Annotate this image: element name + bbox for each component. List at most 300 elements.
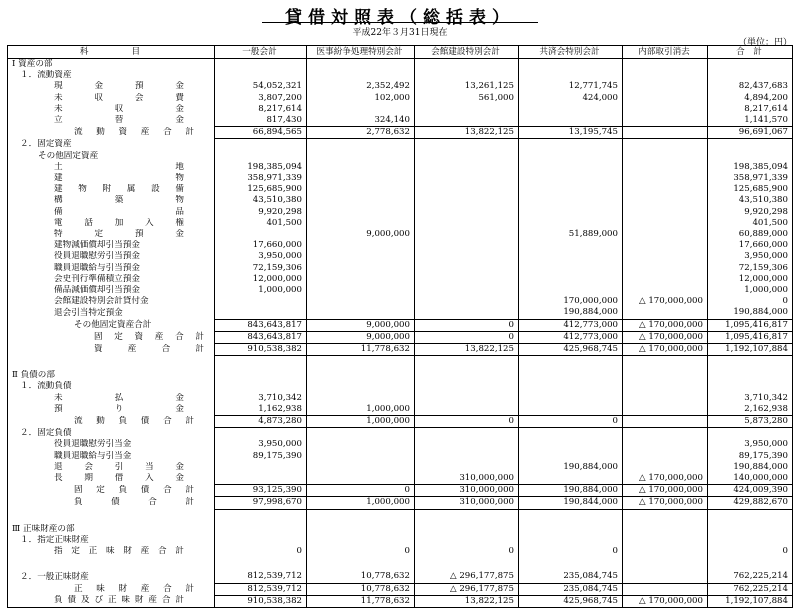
account-name-cell [8, 557, 215, 571]
amount-cell [415, 229, 519, 240]
amount-cell [307, 173, 415, 184]
amount-cell: 10,778,632 [307, 583, 415, 595]
table-row [8, 497, 793, 509]
account-name: 資 産 合 計 [94, 344, 204, 355]
amount-cell: 89,175,390 [708, 451, 793, 462]
amount-cell: 12,771,745 [519, 81, 623, 92]
amount-cell: 1,095,416,817 [708, 331, 793, 343]
amount-cell [307, 207, 415, 218]
amount-cell: 17,660,000 [708, 240, 793, 251]
table-row [8, 344, 793, 356]
account-name-cell [8, 462, 215, 473]
table-row [8, 173, 793, 184]
table-row [8, 229, 793, 240]
amount-cell: 1,162,938 [215, 404, 307, 416]
amount-cell: 8,217,614 [215, 104, 307, 115]
amount-cell [307, 381, 415, 392]
amount-cell: 190,884,000 [708, 307, 793, 319]
amount-cell: 0 [708, 546, 793, 557]
amount-cell [623, 571, 708, 583]
table-row [8, 416, 793, 428]
account-name-cell [8, 451, 215, 462]
amount-cell [307, 274, 415, 285]
amount-cell: 190,884,000 [519, 485, 623, 497]
account-name: 固 定 負 債 合 計 [74, 485, 194, 496]
amount-cell: 8,217,614 [708, 104, 793, 115]
table-row [8, 115, 793, 127]
amount-cell [519, 285, 623, 296]
table-row [8, 595, 793, 607]
amount-cell: 9,000,000 [307, 319, 415, 331]
account-name-cell [8, 139, 215, 151]
account-name-cell [8, 70, 215, 81]
account-name-cell [8, 251, 215, 262]
account-name-cell [8, 195, 215, 206]
account-name: 負 債 及 び 正 味 財 産 合 計 [54, 595, 184, 606]
table-row [8, 218, 793, 229]
amount-cell [623, 173, 708, 184]
account-name: 会館建設特別会計貸付金 [54, 296, 149, 307]
account-name: ２．一般正味財産 [20, 571, 89, 582]
table-row [8, 59, 793, 71]
amount-cell [519, 162, 623, 173]
amount-cell: 429,882,670 [708, 497, 793, 509]
amount-cell: 3,807,200 [215, 93, 307, 104]
amount-cell: 0 [415, 416, 519, 428]
amount-cell: 140,000,000 [708, 473, 793, 485]
amount-cell [708, 524, 793, 535]
amount-cell: 0 [519, 416, 623, 428]
amount-cell [623, 509, 708, 524]
as-of-date: 平成22年３月31日現在 [352, 28, 448, 38]
amount-cell: 13,822,125 [415, 595, 519, 607]
amount-cell [415, 404, 519, 416]
amount-cell [519, 184, 623, 195]
column-header-medical-dispute: 医事紛争処理特別会計 [307, 46, 415, 59]
amount-cell [415, 184, 519, 195]
amount-cell [519, 428, 623, 440]
amount-cell [708, 70, 793, 81]
amount-cell: △ 170,000,000 [623, 319, 708, 331]
amount-cell: 358,971,339 [215, 173, 307, 184]
amount-cell: 843,643,817 [215, 319, 307, 331]
amount-cell [307, 557, 415, 571]
document-title: 貸借対照表（総括表） [285, 8, 515, 28]
table-row [8, 524, 793, 535]
amount-cell: 60,889,000 [708, 229, 793, 240]
account-name-cell [8, 151, 215, 162]
amount-cell [519, 439, 623, 450]
amount-cell [415, 263, 519, 274]
title-underline [262, 22, 538, 23]
table-row [8, 240, 793, 251]
account-name: 特 定 預 金 [54, 229, 184, 240]
amount-cell [215, 381, 307, 392]
column-header-account: 科 目 [8, 46, 215, 59]
amount-cell [623, 104, 708, 115]
account-name: 職員退職給与引当金 [54, 450, 132, 461]
amount-cell [415, 115, 519, 127]
account-name: 現 金 預 金 [54, 81, 184, 92]
amount-cell [623, 416, 708, 428]
amount-cell: 843,643,817 [215, 331, 307, 343]
amount-cell [623, 139, 708, 151]
amount-cell [708, 509, 793, 524]
amount-cell [708, 151, 793, 162]
amount-cell [708, 59, 793, 71]
amount-cell: 1,000,000 [307, 404, 415, 416]
amount-cell [519, 535, 623, 546]
account-name-cell [8, 104, 215, 115]
amount-cell [415, 509, 519, 524]
amount-cell [708, 381, 793, 392]
table-row [8, 462, 793, 473]
amount-cell [215, 462, 307, 473]
amount-cell: 10,778,632 [307, 571, 415, 583]
amount-cell [215, 473, 307, 485]
table-row [8, 393, 793, 404]
amount-cell [307, 370, 415, 381]
account-name: 構 築 物 [54, 195, 184, 206]
account-name-cell [8, 356, 215, 371]
amount-cell: 235,084,745 [519, 571, 623, 583]
amount-cell [215, 509, 307, 524]
amount-cell: △ 170,000,000 [623, 485, 708, 497]
amount-cell: 72,159,306 [708, 263, 793, 274]
table-row [8, 162, 793, 173]
amount-cell [307, 195, 415, 206]
amount-cell: 9,000,000 [307, 229, 415, 240]
column-header-general: 一般会計 [215, 46, 307, 59]
account-name-cell [8, 59, 215, 71]
table-row [8, 274, 793, 285]
amount-cell [415, 381, 519, 392]
amount-cell [519, 263, 623, 274]
amount-cell: 96,691,067 [708, 127, 793, 139]
table-row [8, 195, 793, 206]
account-name: 備 品 [54, 206, 184, 217]
table-row [8, 296, 793, 307]
amount-cell [415, 240, 519, 251]
amount-cell [415, 451, 519, 462]
amount-cell [307, 509, 415, 524]
account-name: 退 会 引 当 金 [54, 461, 184, 472]
amount-cell: △ 170,000,000 [623, 296, 708, 307]
amount-cell [519, 509, 623, 524]
amount-cell [215, 151, 307, 162]
account-name-cell [8, 509, 215, 524]
account-name-cell [8, 381, 215, 392]
amount-cell: 235,084,745 [519, 583, 623, 595]
amount-cell: 817,430 [215, 115, 307, 127]
amount-cell [215, 557, 307, 571]
amount-cell: 12,000,000 [215, 274, 307, 285]
amount-cell: 13,822,125 [415, 344, 519, 356]
amount-cell [307, 285, 415, 296]
amount-cell [215, 59, 307, 71]
unit-label: （単位：円） [737, 38, 792, 48]
amount-cell [215, 356, 307, 371]
amount-cell [519, 115, 623, 127]
amount-cell: 3,950,000 [215, 439, 307, 450]
amount-cell [623, 524, 708, 535]
amount-cell [623, 307, 708, 319]
account-name: 職員退職給与引当預金 [54, 262, 140, 273]
account-name-cell [8, 439, 215, 450]
amount-cell [519, 173, 623, 184]
amount-cell [415, 524, 519, 535]
amount-cell [623, 393, 708, 404]
account-name: ２．固定負債 [20, 428, 72, 439]
amount-cell [215, 307, 307, 319]
amount-cell [519, 195, 623, 206]
amount-cell: 2,778,632 [307, 127, 415, 139]
amount-cell: 1,095,416,817 [708, 319, 793, 331]
amount-cell: 102,000 [307, 93, 415, 104]
account-name: 流 動 負 債 合 計 [74, 416, 194, 427]
amount-cell: 17,660,000 [215, 240, 307, 251]
amount-cell: 910,538,382 [215, 344, 307, 356]
table-row [8, 473, 793, 485]
amount-cell: △ 170,000,000 [623, 497, 708, 509]
amount-cell [215, 296, 307, 307]
amount-cell [623, 251, 708, 262]
amount-cell: 198,385,094 [215, 162, 307, 173]
amount-cell [623, 451, 708, 462]
account-name: 未 払 金 [54, 392, 184, 403]
amount-cell: 190,884,000 [519, 307, 623, 319]
amount-cell: 13,822,125 [415, 127, 519, 139]
amount-cell [307, 59, 415, 71]
account-name-cell [8, 344, 215, 356]
amount-cell [519, 370, 623, 381]
account-name-cell [8, 524, 215, 535]
amount-cell: 412,773,000 [519, 319, 623, 331]
amount-cell: △ 296,177,875 [415, 583, 519, 595]
amount-cell: 424,000 [519, 93, 623, 104]
account-name-cell [8, 595, 215, 607]
amount-cell: 0 [307, 546, 415, 557]
account-name-cell [8, 274, 215, 285]
amount-cell [307, 139, 415, 151]
amount-cell [623, 70, 708, 81]
amount-cell [708, 356, 793, 371]
amount-cell [307, 240, 415, 251]
account-name: 立 替 金 [54, 115, 184, 126]
amount-cell [708, 370, 793, 381]
amount-cell [519, 139, 623, 151]
amount-cell [415, 139, 519, 151]
amount-cell [623, 285, 708, 296]
amount-cell: 1,000,000 [307, 497, 415, 509]
amount-cell: 310,000,000 [415, 485, 519, 497]
table-row [8, 535, 793, 546]
amount-cell [415, 557, 519, 571]
table-row [8, 451, 793, 462]
amount-cell [623, 195, 708, 206]
amount-cell [307, 184, 415, 195]
amount-cell: 0 [307, 485, 415, 497]
table-row [8, 509, 793, 524]
amount-cell [415, 251, 519, 262]
amount-cell: 424,009,390 [708, 485, 793, 497]
account-name: 長 期 借 入 金 [54, 473, 184, 484]
account-name-cell [8, 497, 215, 509]
amount-cell: 89,175,390 [215, 451, 307, 462]
amount-cell: 190,844,000 [519, 497, 623, 509]
amount-cell: 125,685,900 [708, 184, 793, 195]
amount-cell: △ 296,177,875 [415, 571, 519, 583]
account-name: 負 債 合 計 [74, 497, 194, 508]
amount-cell: 561,000 [415, 93, 519, 104]
account-name: 退会引当特定預金 [54, 307, 123, 318]
amount-cell: 1,192,107,884 [708, 595, 793, 607]
account-name-cell [8, 331, 215, 343]
amount-cell: 3,950,000 [708, 251, 793, 262]
amount-cell [623, 263, 708, 274]
amount-cell [307, 356, 415, 371]
account-name-cell [8, 218, 215, 229]
amount-cell [307, 70, 415, 81]
account-name: Ⅰ 資産の部 [12, 59, 53, 69]
amount-cell [623, 557, 708, 571]
account-name: １．指定正味財産 [20, 534, 89, 545]
amount-cell: 190,884,000 [708, 462, 793, 473]
table-row [8, 207, 793, 218]
amount-cell: 0 [215, 546, 307, 557]
amount-cell [623, 439, 708, 450]
account-name-cell [8, 81, 215, 92]
amount-cell: 762,225,214 [708, 571, 793, 583]
amount-cell [415, 356, 519, 371]
amount-cell: 3,950,000 [215, 251, 307, 262]
table-row [8, 546, 793, 557]
amount-cell: 13,261,125 [415, 81, 519, 92]
table-row [8, 285, 793, 296]
amount-cell [519, 381, 623, 392]
account-name-cell [8, 184, 215, 195]
balance-sheet-table [7, 45, 793, 608]
table-row [8, 428, 793, 440]
amount-cell: 5,873,280 [708, 416, 793, 428]
amount-cell [215, 524, 307, 535]
amount-cell [215, 70, 307, 81]
amount-cell [307, 296, 415, 307]
amount-cell: 310,000,000 [415, 497, 519, 509]
table-row [8, 381, 793, 392]
account-name: その他固定資産合計 [74, 319, 152, 330]
table-row [8, 251, 793, 262]
amount-cell: 401,500 [215, 218, 307, 229]
amount-cell [623, 115, 708, 127]
amount-cell [307, 462, 415, 473]
amount-cell [623, 381, 708, 392]
amount-cell [623, 535, 708, 546]
account-name: Ⅱ 負債の部 [12, 370, 55, 381]
table-row [8, 356, 793, 371]
amount-cell: 43,510,380 [708, 195, 793, 206]
account-name: 未 収 金 [54, 103, 184, 114]
amount-cell [215, 229, 307, 240]
amount-cell [415, 173, 519, 184]
amount-cell [623, 218, 708, 229]
table-row [8, 81, 793, 92]
amount-cell [623, 462, 708, 473]
amount-cell: 9,000,000 [307, 331, 415, 343]
amount-cell [215, 139, 307, 151]
amount-cell [519, 404, 623, 416]
amount-cell [415, 296, 519, 307]
amount-cell [415, 151, 519, 162]
amount-cell [623, 404, 708, 416]
account-name-cell [8, 416, 215, 428]
account-name: 役員退職慰労引当金 [54, 439, 132, 450]
amount-cell [623, 583, 708, 595]
amount-cell [519, 524, 623, 535]
account-name: 建 物 [54, 173, 184, 184]
amount-cell: 324,140 [307, 115, 415, 127]
amount-cell [519, 70, 623, 81]
account-name-cell [8, 115, 215, 127]
table-row [8, 571, 793, 583]
amount-cell: 4,873,280 [215, 416, 307, 428]
amount-cell: 170,000,000 [519, 296, 623, 307]
account-name-cell [8, 229, 215, 240]
amount-cell [708, 139, 793, 151]
account-name-cell [8, 393, 215, 404]
amount-cell: 97,998,670 [215, 497, 307, 509]
amount-cell: 9,920,298 [215, 207, 307, 218]
amount-cell: 66,894,565 [215, 127, 307, 139]
amount-cell: 9,920,298 [708, 207, 793, 218]
amount-cell [519, 151, 623, 162]
amount-cell: 3,710,342 [708, 393, 793, 404]
account-name-cell [8, 485, 215, 497]
amount-cell: 3,950,000 [708, 439, 793, 450]
table-body [8, 59, 793, 608]
amount-cell: △ 170,000,000 [623, 344, 708, 356]
amount-cell: 2,162,938 [708, 404, 793, 416]
table-row [8, 151, 793, 162]
table-row [8, 439, 793, 450]
account-name: 未 収 会 費 [54, 92, 184, 103]
account-name-cell [8, 307, 215, 319]
amount-cell [415, 207, 519, 218]
amount-cell [623, 370, 708, 381]
amount-cell: 125,685,900 [215, 184, 307, 195]
amount-cell: △ 170,000,000 [623, 473, 708, 485]
amount-cell [623, 93, 708, 104]
amount-cell [519, 104, 623, 115]
amount-cell [519, 59, 623, 71]
amount-cell: 190,884,000 [519, 462, 623, 473]
amount-cell: 762,225,214 [708, 583, 793, 595]
amount-cell: 54,052,321 [215, 81, 307, 92]
amount-cell [307, 151, 415, 162]
amount-cell [708, 535, 793, 546]
amount-cell [623, 162, 708, 173]
account-name: １．流動資産 [20, 70, 72, 81]
amount-cell [307, 251, 415, 262]
amount-cell [415, 162, 519, 173]
amount-cell: 51,889,000 [519, 229, 623, 240]
account-name-cell [8, 93, 215, 104]
table-header-row [8, 46, 793, 59]
amount-cell [307, 535, 415, 546]
account-name-cell [8, 240, 215, 251]
account-name-cell [8, 404, 215, 416]
amount-cell [623, 274, 708, 285]
